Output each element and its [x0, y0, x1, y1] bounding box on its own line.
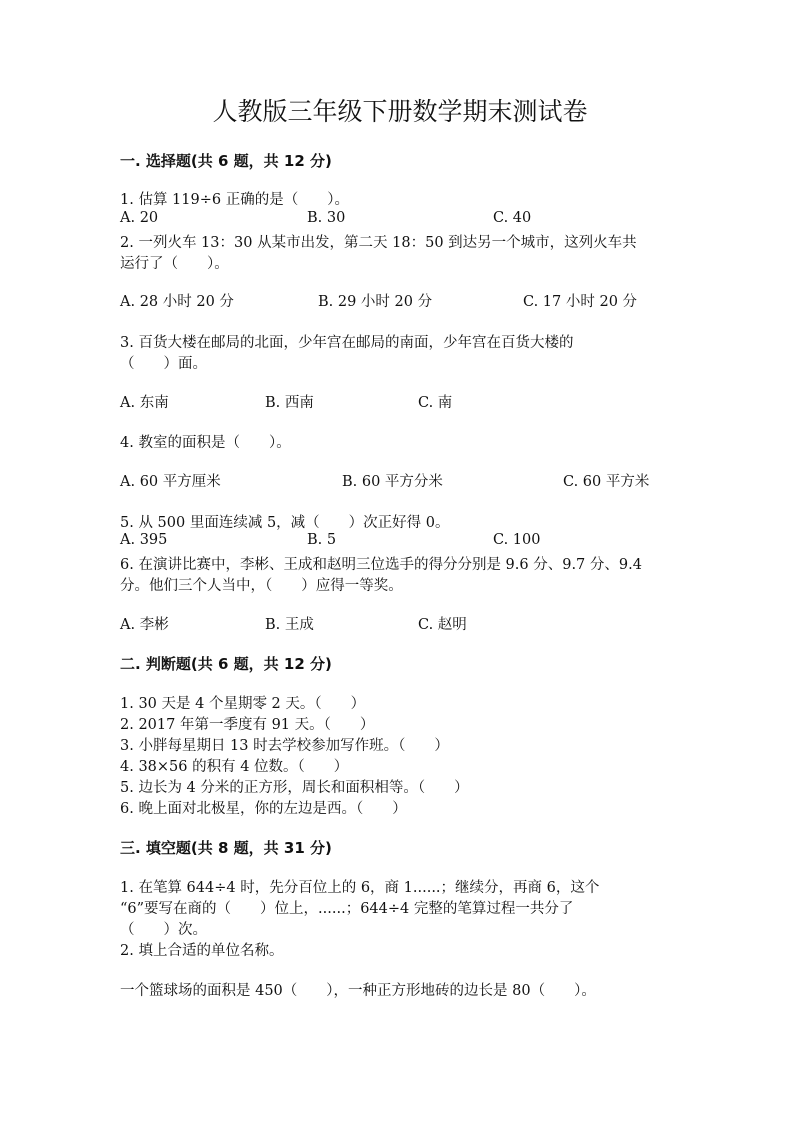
question-text: 4. 38×56 的积有 4 位数。（ ）: [120, 759, 349, 775]
question-text: 4. 教室的面积是（ ）。: [120, 435, 291, 451]
question-text: 6. 晚上面对北极星，你的左边是西。（ ）: [120, 801, 407, 817]
answer-option: A. 20: [120, 210, 159, 226]
section-heading-multiple-choice: 一. 选择题(共 6 题，共 12 分): [120, 152, 332, 170]
answer-option: B. 60 平方分米: [342, 474, 443, 490]
question-text: 1. 估算 119÷6 正确的是（ ）。: [120, 192, 349, 208]
answer-option: B. 西南: [265, 395, 314, 411]
question-text: 2. 填上合适的单位名称。: [120, 943, 284, 959]
question-text: 运行了（ ）。: [120, 256, 229, 272]
section-heading-true-false: 二. 判断题(共 6 题，共 12 分): [120, 655, 332, 673]
question-text: 2. 2017 年第一季度有 91 天。（ ）: [120, 717, 375, 733]
question-text: 3. 百货大楼在邮局的北面，少年宫在邮局的南面，少年宫在百货大楼的: [120, 335, 574, 351]
answer-option: B. 王成: [265, 617, 314, 633]
answer-option: C. 赵明: [418, 617, 467, 633]
question-text: 1. 30 天是 4 个星期零 2 天。（ ）: [120, 696, 366, 712]
question-text: 2. 一列火车 13：30 从某市出发，第二天 18：50 到达另一个城市，这列火车共: [120, 235, 637, 251]
answer-option: C. 100: [493, 532, 541, 548]
question-text: 分。他们三个人当中，（ ）应得一等奖。: [120, 578, 403, 594]
answer-option: B. 5: [307, 532, 337, 548]
question-text: （ ）面。: [120, 356, 207, 372]
answer-option: A. 李彬: [120, 617, 169, 633]
question-text: 3. 小胖每星期日 13 时去学校参加写作班。（ ）: [120, 738, 449, 754]
question-text: “6”要写在商的（ ）位上，......；644÷4 完整的笔算过程一共分了: [120, 901, 574, 917]
answer-option: A. 东南: [120, 395, 169, 411]
answer-option: B. 29 小时 20 分: [318, 294, 433, 310]
answer-option: A. 28 小时 20 分: [120, 294, 234, 310]
answer-option: C. 40: [493, 210, 532, 226]
question-text: 一个篮球场的面积是 450（ ），一种正方形地砖的边长是 80（ ）。: [120, 983, 596, 999]
question-text: 5. 边长为 4 分米的正方形，周长和面积相等。（ ）: [120, 780, 469, 796]
answer-option: A. 60 平方厘米: [120, 474, 221, 490]
answer-option: C. 南: [418, 395, 453, 411]
answer-option: C. 17 小时 20 分: [523, 294, 638, 310]
question-text: 5. 从 500 里面连续减 5，减（ ）次正好得 0。: [120, 515, 450, 531]
answer-option: C. 60 平方米: [563, 474, 650, 490]
answer-option: B. 30: [307, 210, 346, 226]
question-text: 1. 在笔算 644÷4 时，先分百位上的 6，商 1......；继续分，再商 6，这个: [120, 880, 600, 896]
section-heading-fill-in: 三. 填空题(共 8 题，共 31 分): [120, 839, 332, 857]
question-text: 6. 在演讲比赛中，李彬、王成和赵明三位选手的得分分别是 9.6 分、9.7 分、9.4: [120, 557, 642, 573]
answer-option: A. 395: [120, 532, 168, 548]
page-title: 人教版三年级下册数学期末测试卷: [212, 97, 588, 126]
question-text: （ ）次。: [120, 922, 207, 938]
